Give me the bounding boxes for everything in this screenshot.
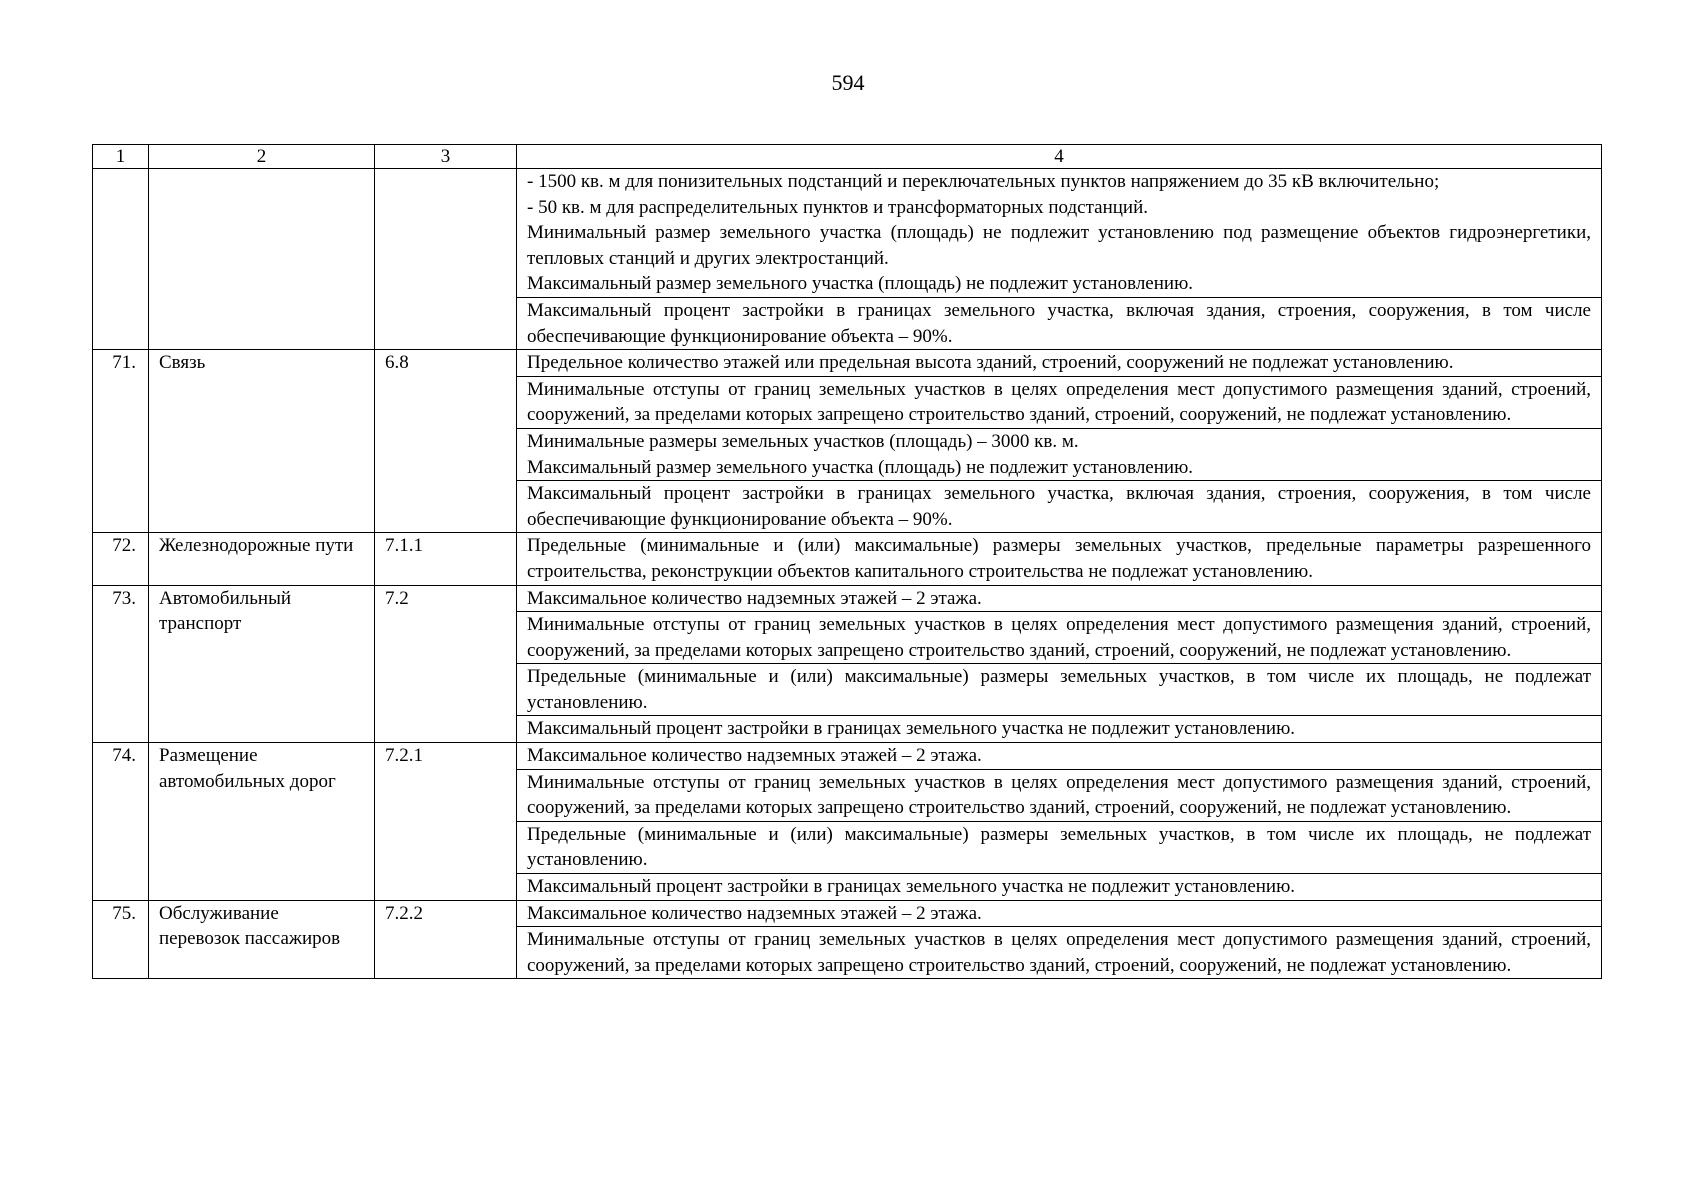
requirement-cell: Максимальный процент застройки в границах земельного участка не подлежит установлению. (517, 874, 1602, 901)
requirement-line: - 1500 кв. м для понизительных подстанций и переключательных пунктов напряжением до 35 кВ включительно; (527, 171, 1440, 192)
requirement-cell: Максимальное количество надземных этажей – 2 этажа. (517, 743, 1602, 770)
use-code-cell: 7.2.1 (375, 743, 517, 901)
requirement-cell: Минимальные отступы от границ земельных участков в целях определения мест допустимого размещения зданий, строений, сооружений, за пределами которых запрещено строительство зданий, строений, сооружений, не подлежат установлению. (517, 612, 1602, 664)
table-header-row (93, 145, 1602, 169)
requirement-line: - 50 кв. м для распределительных пунктов и трансформаторных подстанций. (527, 196, 1148, 218)
use-name-cell: Обслуживание перевозок пассажиров (149, 900, 375, 979)
requirement-cell: Минимальные отступы от границ земельных участков в целях определения мест допустимого размещения зданий, строений, сооружений, за пределами которых запрещено строительство зданий, строений, сооружений, не подлежат установлению. (517, 927, 1602, 979)
requirement-cell (517, 169, 1602, 298)
use-name-cell: Связь (149, 350, 375, 533)
header-cell-2: 2 (149, 145, 375, 169)
requirement-cell: Максимальный процент застройки в границах земельного участка не подлежит установлению. (517, 716, 1602, 743)
row-number-cell: 74. (93, 743, 149, 901)
use-name-cell (149, 169, 375, 350)
table-row (93, 743, 1602, 770)
table-body (93, 145, 1602, 979)
table-row (93, 350, 1602, 377)
requirement-cell: Максимальное количество надземных этажей – 2 этажа. (517, 900, 1602, 927)
row-number-cell: 73. (93, 585, 149, 743)
requirement-line: Максимальный размер земельного участка (площадь) не подлежит установлению. (527, 456, 1194, 478)
requirement-line: Минимальные размеры земельных участков (площадь) – 3000 кв. м. (527, 430, 1079, 452)
use-code-cell: 7.1.1 (375, 533, 517, 585)
table-row (93, 900, 1602, 927)
use-code-cell (375, 169, 517, 350)
requirement-cell: Минимальные отступы от границ земельных участков в целях определения мест допустимого размещения зданий, строений, сооружений, за пределами которых запрещено строительство зданий, строений, сооружений, не подлежат установлению. (517, 376, 1602, 428)
requirement-line: Минимальный размер земельного участка (площадь) не подлежит установлению под размещение объектов гидроэнергетики, тепловых станций и других электростанций. (527, 222, 1591, 269)
use-code-cell: 7.2 (375, 585, 517, 743)
row-number-cell: 75. (93, 900, 149, 979)
row-number-cell (93, 169, 149, 350)
use-name-cell: Автомобильный транспорт (149, 585, 375, 743)
requirement-cell: Максимальный процент застройки в границах земельного участка, включая здания, строения, сооружения, в том числе обеспечивающие функционирование объекта – 90%. (517, 481, 1602, 533)
requirement-cell: Предельные (минимальные и (или) максимальные) размеры земельных участков, в том числе их площадь, не подлежат установлению. (517, 821, 1602, 873)
row-number-cell: 72. (93, 533, 149, 585)
table-row (93, 533, 1602, 585)
requirement-line: Максимальный размер земельного участка (площадь) не подлежит установлению. (527, 273, 1194, 295)
page-number: 594 (831, 70, 865, 95)
header-cell-1: 1 (93, 145, 149, 169)
table-row (93, 585, 1602, 612)
requirement-cell (517, 428, 1602, 480)
header-cell-3: 3 (375, 145, 517, 169)
table-row (93, 169, 1602, 298)
requirement-cell: Максимальный процент застройки в границах земельного участка, включая здания, строения, сооружения, в том числе обеспечивающие функционирование объекта – 90%. (517, 297, 1602, 349)
requirement-cell: Минимальные отступы от границ земельных участков в целях определения мест допустимого размещения зданий, строений, сооружений, за пределами которых запрещено строительство зданий, строений, сооружений, не подлежат установлению. (517, 769, 1602, 821)
row-number-cell: 71. (93, 350, 149, 533)
requirement-cell: Предельное количество этажей или предельная высота зданий, строений, сооружений не подлежат установлению. (517, 350, 1602, 377)
requirement-cell: Предельные (минимальные и (или) максимальные) размеры земельных участков, предельные параметры разрешенного строительства, реконструкции объектов капитального строительства не подлежат установлению. (517, 533, 1602, 585)
regulations-table (92, 144, 1602, 979)
use-name-cell: Железнодорожные пути (149, 533, 375, 585)
use-code-cell: 6.8 (375, 350, 517, 533)
header-cell-4: 4 (517, 145, 1602, 169)
use-name-cell: Размещение автомобильных дорог (149, 743, 375, 901)
requirement-cell: Максимальное количество надземных этажей – 2 этажа. (517, 585, 1602, 612)
use-code-cell: 7.2.2 (375, 900, 517, 979)
requirement-cell: Предельные (минимальные и (или) максимальные) размеры земельных участков, в том числе их площадь, не подлежат установлению. (517, 664, 1602, 716)
